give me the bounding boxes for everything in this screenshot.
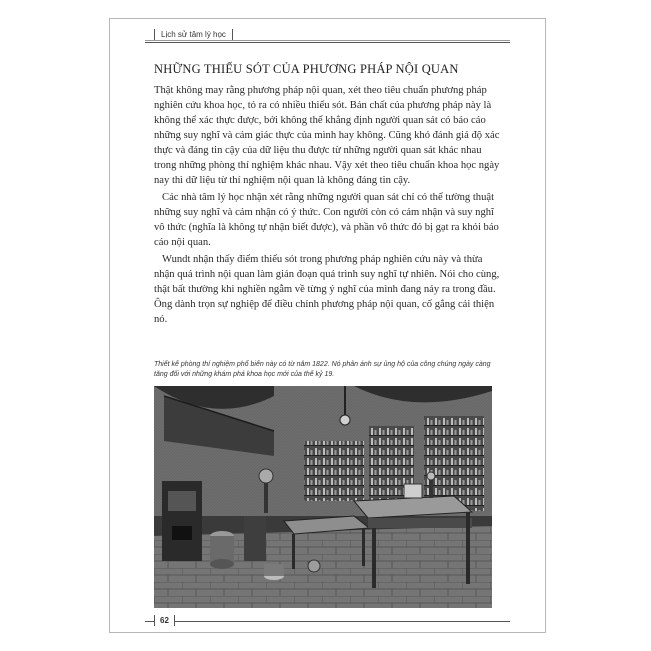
paragraph-1: Thật không may rằng phương pháp nội quan, xét theo tiêu chuẩn phương pháp nghiên cứu khoa học, tỏ ra có nhiều thiếu sót. Bản chất của phương pháp này là không thể xác thực được, bởi không thể khẳng định người quan sát có báo cáo những suy nghĩ và cảm giác thực của mình hay không. Cũng khó đánh giá độ xác thực và đáng tin cậy của dữ liệu thu được từ những người quan sát khác nhau trong những phòng thí nghiệm khác nhau. Vậy xét theo tiêu chuẩn khoa học ngày nay thì dữ liệu từ thí nghiệm nội quan là không đáng tin cậy. (154, 85, 500, 186)
laboratory-engraving (154, 386, 492, 608)
figure-caption: Thiết kế phòng thí nghiệm phổ biến này có từ năm 1822. Nó phản ánh sự ủng hộ của công chúng ngày càng tăng đối với những khám phá khoa học mới của thế kỷ 19. (154, 361, 491, 378)
body-text (154, 83, 504, 329)
book-page (109, 18, 546, 633)
paragraph-2: Các nhà tâm lý học nhận xét rằng những người quan sát chỉ có thể tường thuật những suy nghĩ và cảm nhận có ý thức. Con người còn có cảm nhận và suy nghĩ vô thức (nghĩa là không tự nhận biết được), và phần vô thức đó bị gạt ra khỏi báo cáo nội quan. (154, 192, 499, 248)
header-rule (145, 42, 510, 43)
page-number: 62 (154, 615, 175, 626)
footer-rule (145, 621, 510, 622)
section-title: NHỮNG THIẾU SÓT CỦA PHƯƠNG PHÁP NỘI QUAN (154, 62, 459, 76)
header-rule-thin (145, 40, 510, 41)
paragraph-3: Wundt nhận thấy điểm thiếu sót trong phương pháp nghiên cứu này và thừa nhận quá trình nội quan làm gián đoạn quá trình suy nghĩ tự nhiên. Nói cho cùng, thật bất thường khi nghiền ngẫm về từng ý nghĩ của mình đang nảy ra trong đầu. Ông dành trọn sự nghiệp để điều chỉnh phương pháp nội quan, cố gắng cải thiện nó. (154, 254, 500, 325)
laboratory-illustration (154, 386, 492, 608)
running-head: Lịch sử tâm lý học (154, 29, 233, 40)
